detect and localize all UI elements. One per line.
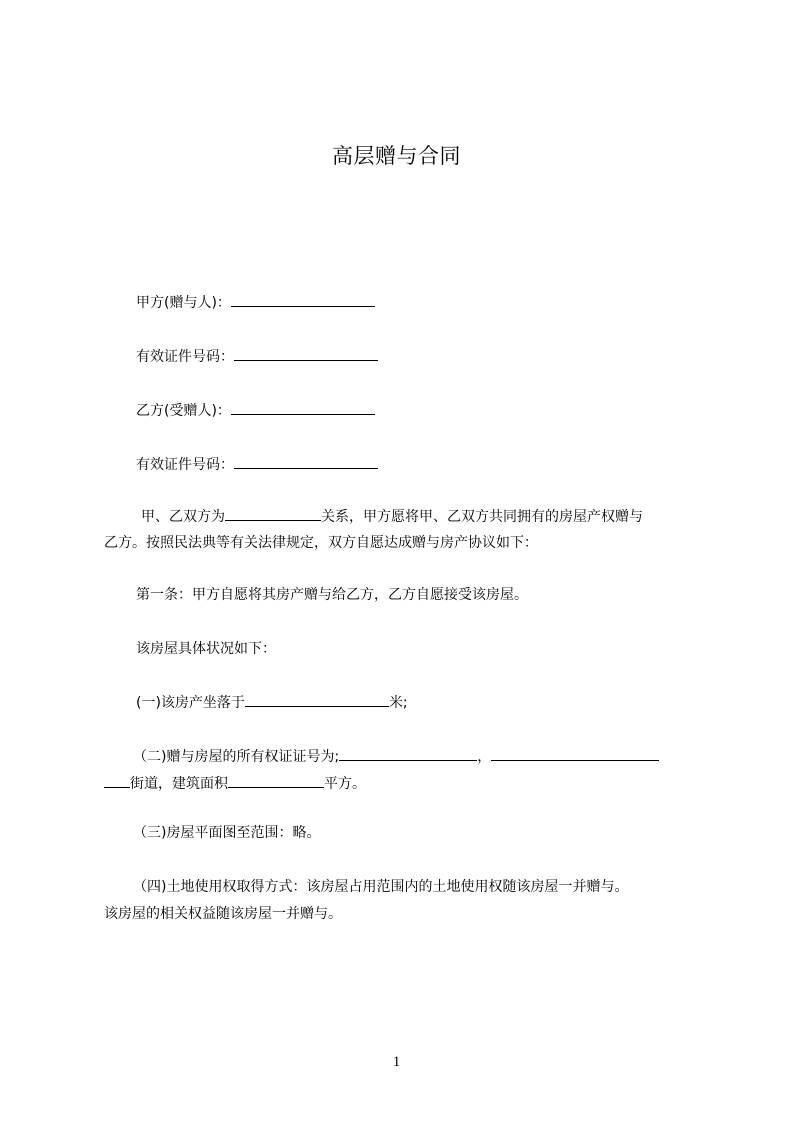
party-a-id-blank — [234, 345, 378, 361]
party-b-id-label: 有效证件号码： — [136, 457, 234, 473]
intro-text-3: 乙方。按照民法典等有关法律规定，双方自愿达成赠与房产协议如下： — [104, 535, 538, 551]
relationship-blank — [225, 505, 321, 521]
party-b-id-blank — [234, 453, 378, 469]
area-blank — [228, 772, 324, 788]
item-4-text-1: （四)土地使用权取得方式：该房屋占用范围内的土地使用权随该房屋一并赠与。 — [133, 879, 629, 895]
details-heading-text: 该房屋具体状况如下： — [136, 641, 276, 657]
party-a-id-line — [136, 345, 378, 368]
item-2-separator: ， — [477, 749, 492, 765]
party-a-id-label: 有效证件号码： — [136, 349, 234, 365]
street-blank-1 — [491, 745, 659, 761]
intro-text-1: 甲、乙双方为 — [141, 509, 225, 525]
item-2-line-1 — [133, 745, 659, 768]
page-number: 1 — [392, 1054, 401, 1070]
item-4-text-2: 该房屋的相关权益随该房屋一并赠与。 — [104, 906, 342, 922]
certificate-number-blank — [339, 745, 477, 761]
location-blank — [245, 691, 389, 707]
item-4-line-1 — [133, 876, 628, 898]
party-a-blank — [231, 291, 375, 307]
item-2-line-2 — [104, 772, 366, 795]
document-title: 高层赠与合同 — [332, 144, 461, 168]
item-2-suffix-2: 平方。 — [324, 776, 366, 792]
party-b-id-line — [136, 453, 378, 476]
item-4-line-2 — [104, 903, 342, 925]
street-blank-2 — [104, 772, 130, 788]
item-2-prefix: （二)赠与房屋的所有权证证号为; — [133, 749, 340, 765]
item-2-suffix-1: 街道，建筑面积 — [130, 776, 228, 792]
article-1-text: 第一条：甲方自愿将其房产赠与给乙方，乙方自愿接受该房屋。 — [136, 587, 528, 603]
details-heading — [136, 638, 276, 660]
party-b-label: 乙方(受赠人)： — [136, 403, 231, 419]
party-a-label: 甲方(赠与人)： — [136, 295, 231, 311]
party-a-line — [136, 291, 375, 314]
article-1 — [136, 584, 528, 606]
intro-line-1 — [141, 505, 643, 528]
intro-line-2 — [104, 532, 538, 554]
item-3 — [133, 822, 320, 844]
item-1 — [136, 691, 408, 714]
item-1-suffix: 米; — [388, 695, 408, 711]
party-b-line — [136, 399, 375, 422]
party-b-blank — [231, 399, 375, 415]
item-3-text: （三)房屋平面图至范围：略。 — [133, 825, 321, 841]
item-1-prefix: (一)该房产坐落于 — [136, 695, 245, 711]
intro-text-2: 关系，甲方愿将甲、乙双方共同拥有的房屋产权赠与 — [321, 509, 643, 525]
